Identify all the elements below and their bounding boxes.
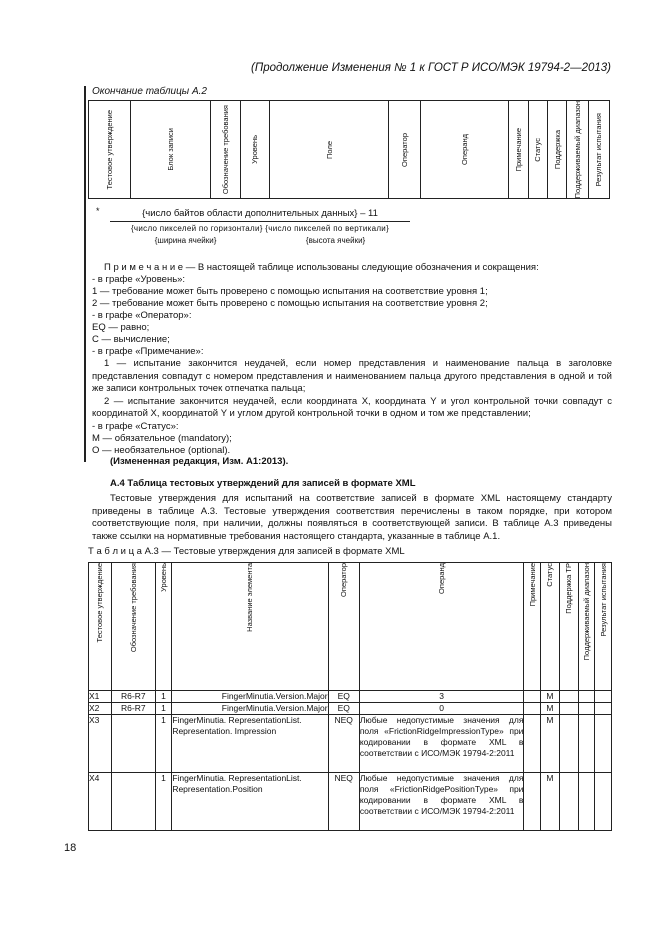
note-line: - в графе «Уровень»: — [92, 274, 186, 285]
cell-op: EQ — [328, 703, 359, 715]
col-header: Уровень — [158, 563, 168, 592]
table-a3-caption: Т а б л и ц а А.3 — Тестовые утверждения для записей в формате XML — [88, 546, 405, 557]
cell-operand: Любые недопустимые значения для поля «FrictionRidgePositionType» при кодировании в формате XML в соответствии с ИСО/МЭК 19794-2:2011 — [359, 773, 524, 831]
cell-status: M — [541, 715, 560, 773]
cell-req — [111, 715, 155, 773]
cell-status: M — [541, 691, 560, 703]
col-header: Обозначение требования — [128, 563, 138, 653]
col-header: Статус — [545, 563, 555, 587]
col-header: Результат испытания — [598, 563, 608, 637]
note-line: - в графе «Оператор»: — [92, 310, 192, 321]
cell-note — [524, 703, 541, 715]
table-row — [89, 715, 612, 773]
col-header: Операнд — [437, 563, 447, 594]
col-header: Операнд — [459, 134, 469, 166]
cell-id: X1 — [89, 691, 112, 703]
col-header: Поддерживаемый диапазон — [572, 101, 582, 199]
cell-element: FingerMinutia.Version.Major — [172, 703, 328, 715]
cell-level: 1 — [155, 703, 172, 715]
note-line: 2 — требование может быть проверено с помощью испытания на соответствие уровня 2; — [92, 298, 488, 309]
cell-status: M — [541, 773, 560, 831]
cell-req: R6-R7 — [111, 691, 155, 703]
col-header: Обозначение требования — [220, 105, 230, 195]
col-header: Поддержка — [552, 130, 562, 170]
cell-level: 1 — [155, 773, 172, 831]
col-header: Статус — [533, 137, 543, 162]
running-header: (Продолжение Изменения № 1 к ГОСТ Р ИСО/МЭК 19794-2—2013) — [251, 62, 611, 74]
cell-note — [524, 773, 541, 831]
col-header: Оператор — [339, 563, 349, 597]
col-header: Поле — [324, 140, 334, 159]
note-line: С — вычисление; — [92, 334, 170, 345]
col-header: Блок записи — [165, 128, 175, 171]
table-row — [89, 691, 612, 703]
note-line: 2 — испытание закончится неудачей, если координата X, координата Y и угол контрольной точки совпадут с координатой X, координатой Y и углом другой контрольной точки в одном и том же представлении; — [92, 395, 612, 419]
note-line: - в графе «Примечание»: — [92, 346, 204, 357]
cell-element: FingerMinutia.Version.Major — [172, 691, 328, 703]
cell-req: R6-R7 — [111, 703, 155, 715]
table-a2-caption: Окончание таблицы А.2 — [92, 86, 207, 97]
cell-op: NEQ — [328, 773, 359, 831]
footnote-star: * — [96, 206, 100, 216]
cell-operand: Любые недопустимые значения для поля «FrictionRidgeImpressionType» при кодировании в формате XML в соответствии с ИСО/МЭК 19794-2:2011 — [359, 715, 524, 773]
cell-operand: 3 — [359, 691, 524, 703]
note-line: 1 — испытание закончится неудачей, если номер представления и наименование пальца в заголовке представления совпадут с номером представления и наименованием пальца другого представления в одной и той же записи контрольных точек отпечатка пальца; — [92, 358, 612, 394]
formula-middle: {число пикселей по горизонтали} {число пикселей по вертикали} — [130, 224, 390, 233]
cell-operand: 0 — [359, 703, 524, 715]
table-note — [92, 262, 612, 457]
note-line: О — необязательное (optional). — [92, 444, 231, 456]
cell-id: X4 — [89, 773, 112, 831]
note-line: EQ — равно; — [92, 322, 150, 333]
change-bar — [84, 86, 86, 462]
cell-element: FingerMinutia. RepresentationList. Representation. Impression — [172, 715, 328, 773]
formula-cell-width: {ширина ячейки} — [154, 236, 217, 245]
col-header: Название элемента — [245, 563, 255, 632]
cell-level: 1 — [155, 715, 172, 773]
note-line: М — обязательное (mandatory); — [92, 432, 232, 444]
section-title: А.4 Таблица тестовых утверждений для записей в формате XML — [110, 478, 416, 489]
cell-note — [524, 691, 541, 703]
formula-cell-height: {высота ячейки} — [305, 236, 366, 245]
cell-note — [524, 715, 541, 773]
cell-req — [111, 773, 155, 831]
table-a2-header — [88, 100, 610, 199]
edit-note: (Измененная редакция, Изм. А1:2013). — [110, 456, 289, 467]
cell-level: 1 — [155, 691, 172, 703]
col-header: Поддерживаемый диапазон — [581, 563, 591, 661]
col-header: Тестовое утверждение — [95, 563, 105, 643]
cell-op: EQ — [328, 691, 359, 703]
cell-id: X3 — [89, 715, 112, 773]
table-a3-header — [89, 563, 612, 691]
formula — [110, 208, 410, 245]
cell-element: FingerMinutia. RepresentationList. Representation.Position — [172, 773, 328, 831]
note-line: - в графе «Статус»: — [92, 420, 179, 432]
cell-op: NEQ — [328, 715, 359, 773]
col-header: Примечание — [513, 127, 523, 172]
col-header: Результат испытания — [594, 112, 604, 187]
section-body: Тестовые утверждения для испытаний на соответствие записей в формате XML настоящему стандарту приведены в таблице А.3. Тестовые утверждения соответствия перечислены в таком порядке, при котором соответствующие поля, при наличии, должны появляться в соответствующей записи. В таблице А.3 приведены также ссылки на нормативные требования настоящего стандарта, указанные в таблице А.1. — [92, 493, 612, 542]
note-line: 1 — требование может быть проверено с помощью испытания на соответствие уровня 1; — [92, 286, 488, 297]
table-row — [89, 703, 612, 715]
table-row — [89, 773, 612, 831]
col-header: Уровень — [250, 135, 260, 165]
page-number: 18 — [64, 842, 77, 854]
col-header: Примечание — [527, 563, 537, 607]
cell-id: X2 — [89, 703, 112, 715]
col-header: Оператор — [399, 132, 409, 167]
formula-numerator: {число байтов области дополнительных данных} – 11 — [142, 208, 378, 219]
col-header: Тестовое утверждение — [104, 109, 114, 190]
col-header: Поддержка ТР — [564, 563, 574, 614]
cell-status: M — [541, 703, 560, 715]
note-line: П р и м е ч а н и е — В настоящей таблице использованы следующие обозначения и сокращения: — [104, 262, 539, 273]
table-a3 — [88, 562, 612, 831]
